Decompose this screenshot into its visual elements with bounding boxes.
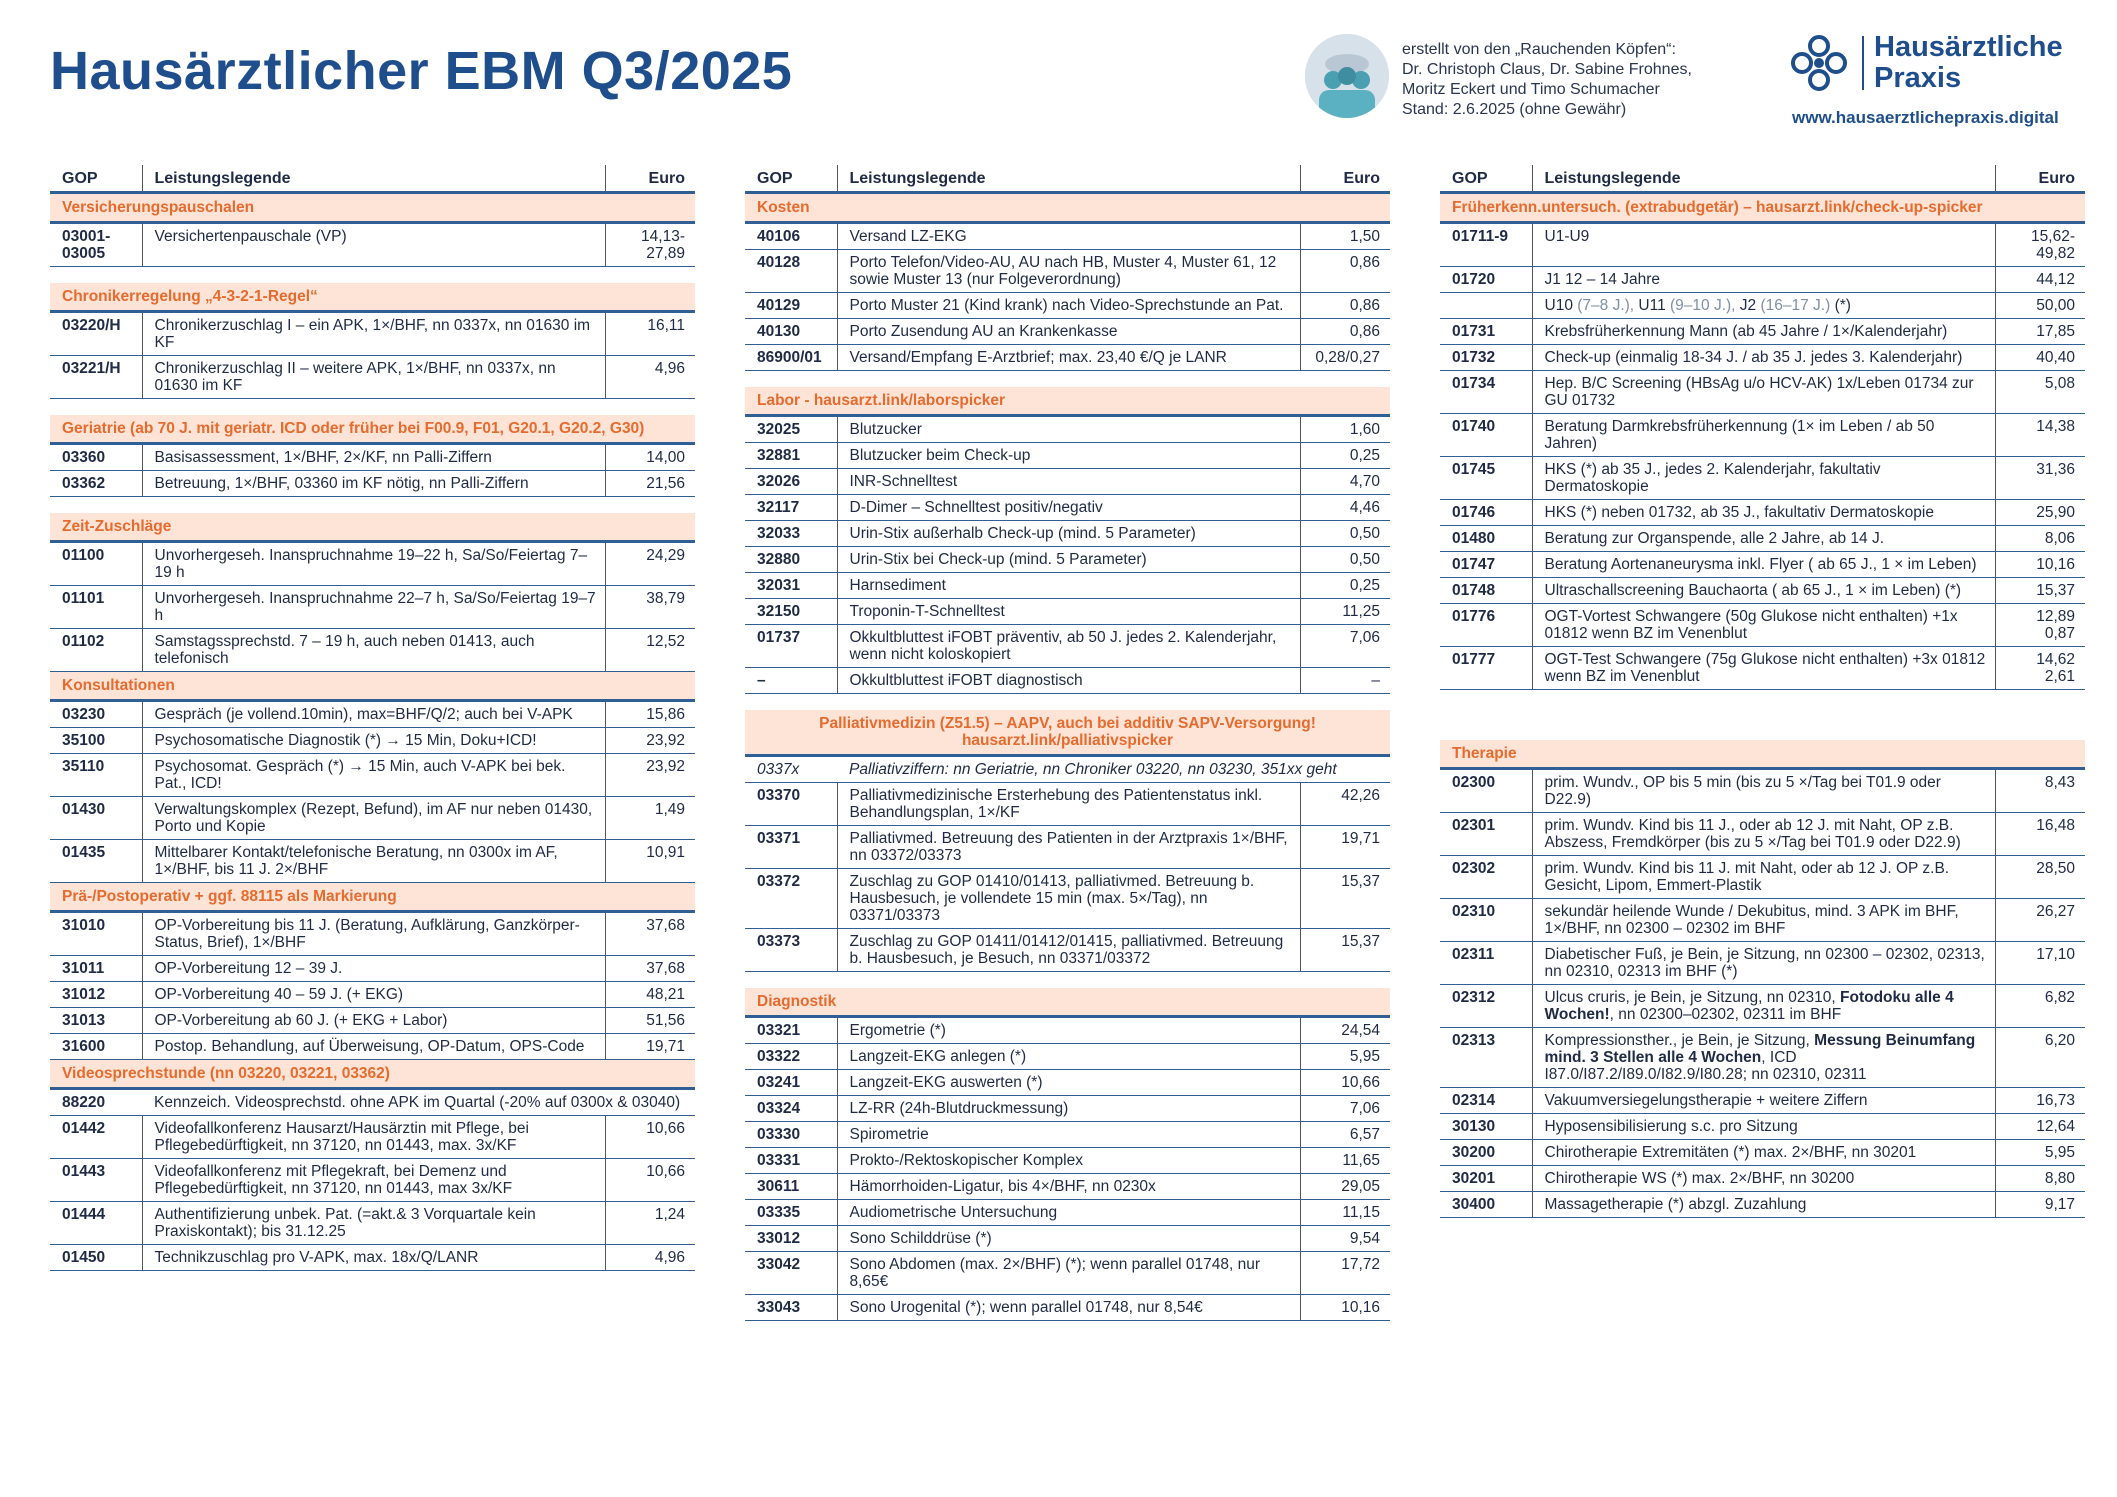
table-row: 03371 Palliativmed. Betreuung des Patienten in der Arztpraxis 1×/BHF, nn 03372/03373 19,71 [745, 826, 1390, 869]
palliativ-link[interactable]: hausarzt.link/palliativspicker [961, 732, 1174, 749]
section-zeit-zuschlaege: Zeit-Zuschläge [50, 513, 695, 542]
table-row: 03331 Prokto-/Rektoskopischer Komplex 11,65 [745, 1148, 1390, 1174]
table-row: 40129 Porto Muster 21 (Kind krank) nach Video-Sprechstunde an Pat. 0,86 [745, 293, 1390, 319]
table-row: 01443 Videofallkonferenz mit Pflegekraft, bei Demenz und Pflegebedürftigkeit, nn 37120, nn 01443, max 3x/KF 10,66 [50, 1159, 695, 1202]
table-header: GOP Leistungslegende Euro [50, 165, 695, 193]
table-row: 03001-03005 Versichertenpauschale (VP) 14,13-27,89 [50, 223, 695, 267]
table-row: 03321 Ergometrie (*) 24,54 [745, 1017, 1390, 1044]
table-row: 03322 Langzeit-EKG anlegen (*) 5,95 [745, 1044, 1390, 1070]
table-row: 40130 Porto Zusendung AU an Krankenkasse 0,86 [745, 319, 1390, 345]
table-row: 33042 Sono Abdomen (max. 2×/BHF) (*); wenn parallel 01748, nur 8,65€ 17,72 [745, 1252, 1390, 1295]
column-3 [1440, 165, 2085, 1218]
table-row: 01745 HKS (*) ab 35 J., jedes 2. Kalenderjahr, fakultativ Dermatoskopie 31,36 [1440, 457, 2085, 500]
section-konsultationen: Konsultationen [50, 672, 695, 701]
table-row: 01101 Unvorhergeseh. Inanspruchnahme 22–7 h, Sa/So/Feiertag 19–7 h 38,79 [50, 586, 695, 629]
table-row: 31600 Postop. Behandlung, auf Überweisung, OP-Datum, OPS-Code 19,71 [50, 1034, 695, 1060]
column-2 [745, 165, 1390, 1321]
table-row: 03241 Langzeit-EKG auswerten (*) 10,66 [745, 1070, 1390, 1096]
table-row: 01450 Technikzuschlag pro V-APK, max. 18x/Q/LANR 4,96 [50, 1245, 695, 1271]
table-row: 01734 Hep. B/C Screening (HBsAg u/o HCV-AK) 1x/Leben 01734 zur GU 01732 5,08 [1440, 371, 2085, 414]
section-labor: Labor - hausarzt.link/laborspicker [745, 387, 1390, 416]
gop-table-2 [745, 165, 1390, 1321]
table-row: 01435 Mittelbarer Kontakt/telefonische Beratung, nn 0300x im AF, 1×/BHF, bis 11 J. 2×/BHF 10,91 [50, 840, 695, 883]
table-row: 02302 prim. Wundv. Kind bis 11 J. mit Naht, oder ab 12 J. OP z.B. Gesicht, Lipom, Emmert-Plastik 28,50 [1440, 856, 2085, 899]
section-palliativmedizin: Palliativmedizin (Z51.5) – AAPV, auch bei additiv SAPV-Versorgung! hausarzt.link/palliativspicker [745, 710, 1390, 756]
section-diagnostik: Diagnostik [745, 988, 1390, 1017]
table-row: 03370 Palliativmedizinische Ersterhebung des Patientenstatus inkl. Behandlungsplan, 1×/KF 42,26 [745, 783, 1390, 826]
table-row: 40128 Porto Telefon/Video-AU, AU nach HB, Muster 4, Muster 61, 12 sowie Muster 13 (nur Folgeverordnung) 0,86 [745, 250, 1390, 293]
logo-separator [1862, 36, 1864, 90]
table-row: 30200 Chirotherapie Extremitäten (*) max. 2×/BHF, nn 30201 5,95 [1440, 1140, 2085, 1166]
table-row: 01430 Verwaltungskomplex (Rezept, Befund), im AF nur neben 01430, Porto und Kopie 1,49 [50, 797, 695, 840]
section-geriatrie: Geriatrie (ab 70 J. mit geriatr. ICD oder früher bei F00.9, F01, G20.1, G20.2, G30) [50, 415, 695, 444]
table-row: 35100 Psychosomatische Diagnostik (*) → 15 Min, Doku+ICD! 23,92 [50, 728, 695, 754]
table-row: 30611 Hämorrhoiden-Ligatur, bis 4×/BHF, nn 0230x 29,05 [745, 1174, 1390, 1200]
section-chronikerregelung: Chronikerregelung „4-3-2-1-Regel“ [50, 283, 695, 312]
gop-table-1 [50, 165, 695, 1271]
table-row: 01480 Beratung zur Organspende, alle 2 Jahre, ab 14 J. 8,06 [1440, 526, 2085, 552]
table-row: 01740 Beratung Darmkrebsfrüherkennung (1× im Leben / ab 50 Jahren) 14,38 [1440, 414, 2085, 457]
table-row: 35110 Psychosomat. Gespräch (*) → 15 Min, auch V-APK bei bek. Pat., ICD! 23,92 [50, 754, 695, 797]
table-row: 02310 sekundär heilende Wunde / Dekubitus, mind. 3 APK im BHF, 1×/BHF, nn 02300 – 02302 im BHF 26,27 [1440, 899, 2085, 942]
page-title: Hausärztlicher EBM Q3/2025 [50, 41, 793, 101]
table-row: 30130 Hyposensibilisierung s.c. pro Sitzung 12,64 [1440, 1114, 2085, 1140]
table-row: 32150 Troponin-T-Schnelltest 11,25 [745, 599, 1390, 625]
credits: erstellt von den „Rauchenden Köpfen“: Dr. Christoph Claus, Dr. Sabine Frohnes, Moritz Eckert und Timo Schumacher Stand: 2.6.2025 (ohne Gewähr) [1402, 41, 1692, 118]
table-row: 32117 D-Dimer – Schnelltest positiv/negativ 4,46 [745, 495, 1390, 521]
gop-table-3 [1440, 165, 2085, 1218]
logo-wordmark: Hausärztliche Praxis [1874, 31, 2063, 94]
table-row: 40106 Versand LZ-EKG 1,50 [745, 223, 1390, 250]
table-header: GOP Leistungslegende Euro [1440, 165, 2085, 193]
table-row: 31013 OP-Vorbereitung ab 60 J. (+ EKG + Labor) 51,56 [50, 1008, 695, 1034]
section-praeoperativ: Prä-/Postoperativ + ggf. 88115 als Markierung [50, 883, 695, 912]
table-row: 03230 Gespräch (je vollend.10min), max=BHF/Q/2; auch bei V-APK 15,86 [50, 701, 695, 728]
table-row: 03330 Spirometrie 6,57 [745, 1122, 1390, 1148]
table-row: 32881 Blutzucker beim Check-up 0,25 [745, 443, 1390, 469]
table-row: 01100 Unvorhergeseh. Inanspruchnahme 19–22 h, Sa/So/Feiertag 7–19 h 24,29 [50, 542, 695, 586]
table-row: 01732 Check-up (einmalig 18-34 J. / ab 35 J. jedes 3. Kalenderjahr) 40,40 [1440, 345, 2085, 371]
table-row: 32033 Urin-Stix außerhalb Check-up (mind. 5 Parameter) 0,50 [745, 521, 1390, 547]
table-row: 01442 Videofallkonferenz Hausarzt/Hausärztin mit Pflege, bei Pflegebedürftigkeit, nn 37120, nn 01443, max. 3x/KF 10,66 [50, 1116, 695, 1159]
section-kosten: Kosten [745, 193, 1390, 223]
table-row: 01748 Ultraschallscreening Bauchaorta ( ab 65 J., 1 × im Leben) (*) 15,37 [1440, 578, 2085, 604]
table-row: 32025 Blutzucker 1,60 [745, 416, 1390, 443]
table-row: 03335 Audiometrische Untersuchung 11,15 [745, 1200, 1390, 1226]
table-row: 02300 prim. Wundv., OP bis 5 min (bis zu 5 ×/Tag bei T01.9 oder D22.9) 8,43 [1440, 769, 2085, 813]
table-row: 01444 Authentifizierung unbek. Pat. (=akt.& 3 Vorquartale kein Praxiskontakt); bis 31.12.25 1,24 [50, 1202, 695, 1245]
table-row: 01711-9 U1-U9 15,62-49,82 [1440, 223, 2085, 267]
practice-logo-icon [1788, 32, 1850, 94]
table-row: 01737 Okkultbluttest iFOBT präventiv, ab 50 J. jedes 2. Kalenderjahr, wenn nicht koloskopiert 7,06 [745, 625, 1390, 668]
table-row: 33012 Sono Schilddrüse (*) 9,54 [745, 1226, 1390, 1252]
table-row: 33043 Sono Urogenital (*); wenn parallel 01748, nur 8,54€ 10,16 [745, 1295, 1390, 1321]
u10-u11-j2-text: U10 (7–8 J.), U11 (9–10 J.), J2 (16–17 J.) (*) [1532, 293, 1995, 319]
table-row: 01102 Samstagssprechstd. 7 – 19 h, auch neben 01413, auch telefonisch 12,52 [50, 629, 695, 672]
table-row: 01776 OGT-Vortest Schwangere (50g Glukose nicht enthalten) +1x 01812 wenn BZ im Venenblut 12,89 0,87 [1440, 604, 2085, 647]
column-1 [50, 165, 695, 1271]
table-row: 30400 Massagetherapie (*) abzgl. Zuzahlung 9,17 [1440, 1192, 2085, 1218]
table-row: 88220 Kennzeich. Videosprechstd. ohne APK im Quartal (-20% auf 0300x & 03040) [50, 1089, 695, 1116]
table-row: 01731 Krebsfrüherkennung Mann (ab 45 Jahre / 1×/Kalenderjahr) 17,85 [1440, 319, 2085, 345]
table-row: 31012 OP-Vorbereitung 40 – 59 J. (+ EKG) 48,21 [50, 982, 695, 1008]
table-row: 02312 Ulcus cruris, je Bein, je Sitzung, nn 02310, Fotodoku alle 4 Wochen!, nn 02300–02302, 02311 im BHF 6,82 [1440, 985, 2085, 1028]
table-row: 02301 prim. Wundv. Kind bis 11 J., oder ab 12 J. mit Naht, OP z.B. Abszess, Fremdkörper (bis zu 5 ×/Tag bei T01.9 oder D22.9) 16,48 [1440, 813, 2085, 856]
table-row: 02311 Diabetischer Fuß, je Bein, je Sitzung, nn 02300 – 02302, 02313, nn 02310, 02313 im BHF (*) 17,10 [1440, 942, 2085, 985]
table-row: 32031 Harnsediment 0,25 [745, 573, 1390, 599]
section-versicherungspauschalen: Versicherungspauschalen [50, 193, 695, 223]
table-row: 86900/01 Versand/Empfang E-Arztbrief; max. 23,40 €/Q je LANR 0,28/0,27 [745, 345, 1390, 371]
table-row: 01777 OGT-Test Schwangere (75g Glukose nicht enthalten) +3x 01812 wenn BZ im Venenblut 14,62 2,61 [1440, 647, 2085, 690]
table-row: 31010 OP-Vorbereitung bis 11 J. (Beratung, Aufklärung, Ganzkörper-Status, Brief), 1×/BHF 37,68 [50, 912, 695, 956]
table-row: 30201 Chirotherapie WS (*) max. 2×/BHF, nn 30200 8,80 [1440, 1166, 2085, 1192]
table-header: GOP Leistungslegende Euro [745, 165, 1390, 193]
section-videosprechstunde: Videosprechstunde (nn 03220, 03221, 03362) [50, 1060, 695, 1089]
table-row: 03362 Betreuung, 1×/BHF, 03360 im KF nötig, nn Palli-Ziffern 21,56 [50, 471, 695, 497]
table-row: 32026 INR-Schnelltest 4,70 [745, 469, 1390, 495]
table-row: 03372 Zuschlag zu GOP 01410/01413, palliativmed. Betreuung b. Hausbesuch, je vollendete 15 min (max. 5×/Tag), nn 03371/03373 15,37 [745, 869, 1390, 929]
table-row: 03360 Basisassessment, 1×/BHF, 2×/KF, nn Palli-Ziffern 14,00 [50, 444, 695, 471]
table-row: 03373 Zuschlag zu GOP 01411/01412/01415, palliativmed. Betreuung b. Hausbesuch, je Besuch, nn 03371/03372 15,37 [745, 929, 1390, 972]
table-row: 01746 HKS (*) neben 01732, ab 35 J., fakultativ Dermatoskopie 25,90 [1440, 500, 2085, 526]
table-row: U10 (7–8 J.), U11 (9–10 J.), J2 (16–17 J.) (*) 50,00 [1440, 293, 2085, 319]
website-url[interactable]: www.hausaerztlichepraxis.digital [1792, 108, 2059, 127]
table-row: 01720 J1 12 – 14 Jahre 44,12 [1440, 267, 2085, 293]
section-therapie: Therapie [1440, 740, 2085, 769]
table-row: 01747 Beratung Aortenaneurysma inkl. Flyer ( ab 65 J., 1 × im Leben) 10,16 [1440, 552, 2085, 578]
table-row: 03324 LZ-RR (24h-Blutdruckmessung) 7,06 [745, 1096, 1390, 1122]
section-frueherkennung: Früherkenn.untersuch. (extrabudgetär) – hausarzt.link/check-up-spicker [1440, 193, 2085, 223]
practice-logo [1788, 32, 2078, 96]
table-row: – Okkultbluttest iFOBT diagnostisch – [745, 668, 1390, 694]
table-row: 02314 Vakuumversiegelungstherapie + weitere Ziffern 16,73 [1440, 1088, 2085, 1114]
table-row: 02313 Kompressionsther., je Bein, je Sitzung, Messung Beinumfang mind. 3 Stellen alle 4 Wochen, ICD I87.0/I87.2/I89.0/I82.9/I80.28; nn 02310, 02311 6,20 [1440, 1028, 2085, 1088]
table-row: 32880 Urin-Stix bei Check-up (mind. 5 Parameter) 0,50 [745, 547, 1390, 573]
table-row: 0337x Palliativziffern: nn Geriatrie, nn Chroniker 03220, nn 03230, 351xx geht [745, 756, 1390, 783]
table-row: 31011 OP-Vorbereitung 12 – 39 J. 37,68 [50, 956, 695, 982]
table-row: 03221/H Chronikerzuschlag II – weitere APK, 1×/BHF, nn 0337x, nn 01630 im KF 4,96 [50, 356, 695, 399]
group-portrait-icon [1305, 34, 1389, 118]
table-row: 03220/H Chronikerzuschlag I – ein APK, 1×/BHF, nn 0337x, nn 01630 im KF 16,11 [50, 312, 695, 356]
